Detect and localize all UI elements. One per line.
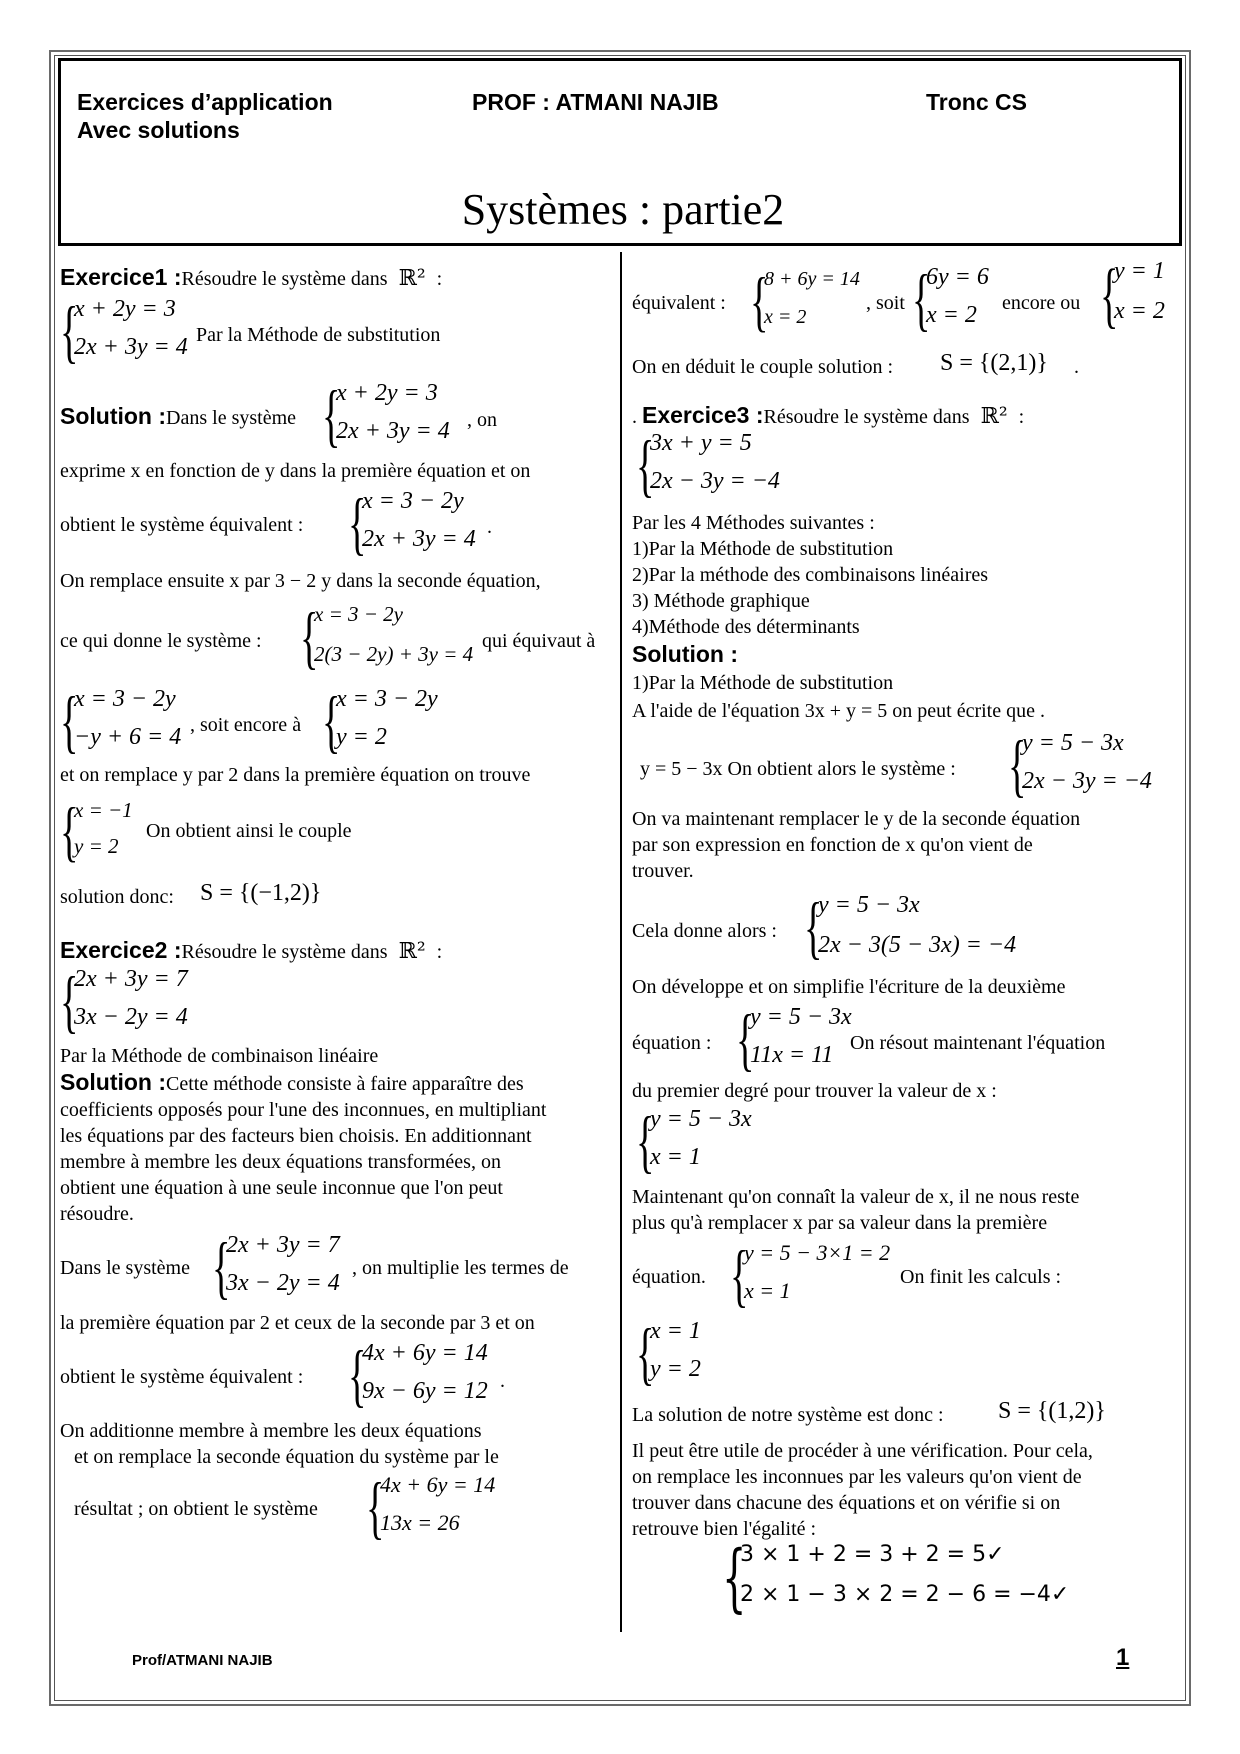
- ex1-eq5-line1: x = −1: [74, 798, 133, 822]
- ex2-p6: et on remplace la seconde équation du système par le: [74, 1446, 499, 1468]
- ex1-sol-sys-line2: 2x + 3y = 4: [336, 418, 450, 444]
- ex2-eq2: [348, 1335, 498, 1414]
- ex2-eq1: [212, 1227, 352, 1306]
- brace-icon: {: [60, 681, 79, 760]
- ex2-intro: Résoudre le système dans: [181, 941, 388, 963]
- ex3-eq3-line2: 11x = 11: [750, 1042, 834, 1068]
- brace-icon: {: [348, 1335, 367, 1414]
- ex2-eq5-line2: x = 2: [926, 302, 977, 328]
- brace-icon: {: [636, 1313, 655, 1392]
- ex2-sys-line2: 3x − 2y = 4: [74, 1004, 188, 1030]
- brace-icon: {: [750, 263, 769, 339]
- ex3-s11: du premier degré pour trouver la valeur de x :: [632, 1080, 997, 1102]
- ex1-p6: , soit encore à: [190, 714, 302, 736]
- ex1-method: Par la Méthode de substitution: [196, 324, 441, 346]
- ex2-eq4: [750, 263, 870, 339]
- ex3-s8: On développe et on simplifie l'écriture de la deuxième: [632, 976, 1066, 998]
- ex3-method4: 4)Méthode des déterminants: [632, 616, 860, 638]
- ex3-s3: y = 5 − 3x On obtient alors le système :: [640, 758, 956, 780]
- ex3-eq2-line1: y = 5 − 3x: [818, 892, 920, 918]
- brace-icon: {: [322, 375, 341, 454]
- ex3-value-paragraph: [632, 1184, 1192, 1236]
- ex3-methods: [632, 510, 1192, 640]
- ex1-sol-intro: Dans le système: [166, 407, 297, 429]
- ex1-eq3: [60, 681, 190, 760]
- ex2-eq3-line1: 4x + 6y = 14: [380, 1472, 496, 1497]
- header-left-line2: Avec solutions: [77, 117, 240, 143]
- header-level: Tronc CS: [926, 89, 1027, 115]
- ex3-eq6-line2: y = 2: [650, 1356, 701, 1382]
- ex3-s6: trouver.: [632, 860, 694, 882]
- brace-icon: {: [730, 1235, 749, 1314]
- ex2-sol-line6: résoudre.: [60, 1203, 134, 1225]
- ex1-on: , on: [467, 409, 497, 431]
- header-author: PROF : ATMANI NAJIB: [472, 89, 719, 115]
- ex3-system: [636, 425, 780, 504]
- ex3-check-line1: 3 × 1 + 2 = 3 + 2 = 5✓: [740, 1542, 1005, 1567]
- ex2-eq4-line1: 8 + 6y = 14: [764, 268, 860, 290]
- brace-icon: {: [300, 597, 319, 676]
- column-divider: [620, 252, 622, 1632]
- ex1-p8: On obtient ainsi le couple: [146, 820, 352, 842]
- ex3-eq2: [804, 887, 1017, 966]
- ex1-r2: ℝ²: [398, 266, 426, 291]
- ex1-eq3-line2: −y + 6 = 4: [74, 724, 182, 750]
- ex3-eq5: [730, 1235, 910, 1314]
- ex2-sol-line5: obtient une équation à une seule inconnue que l'on peut: [60, 1177, 503, 1199]
- brace-icon: {: [636, 425, 655, 504]
- ex2-eq4-line2: x = 2: [764, 306, 807, 328]
- ex3-s15: On finit les calculs :: [900, 1266, 1062, 1288]
- ex3-s9: équation :: [632, 1032, 712, 1054]
- ex3-eq2-line2: 2x − 3(5 − 3x) = −4: [818, 932, 1017, 958]
- brace-icon: {: [60, 291, 79, 370]
- ex2-p9: , soit: [866, 292, 905, 314]
- ex3-r2: ℝ²: [980, 404, 1008, 429]
- header-box: [58, 58, 1182, 246]
- ex1-sys-line1: x + 2y = 3: [74, 296, 176, 322]
- ex2-eq6-line2: x = 2: [1114, 298, 1165, 324]
- ex1-heading: [60, 264, 442, 292]
- ex3-solution: S = {(1,2)}: [998, 1398, 1106, 1424]
- ex2-p3: la première équation par 2 et ceux de la seconde par 3 et on: [60, 1312, 535, 1334]
- ex3-eq5-line1: y = 5 − 3×1 = 2: [744, 1240, 891, 1265]
- ex1-eq4: [322, 681, 452, 760]
- ex1-eq1-line1: x = 3 − 2y: [362, 488, 464, 514]
- brace-icon: {: [636, 1101, 655, 1180]
- ex3-heading: [632, 402, 1024, 430]
- ex1-sol-sys-line1: x + 2y = 3: [336, 380, 438, 406]
- ex3-s5: par son expression en fonction de x qu'on vient de: [632, 834, 1033, 856]
- ex3-s18: on remplace les inconnues par les valeurs qu'on vient de: [632, 1466, 1082, 1488]
- ex2-solution-label: Solution :: [60, 1069, 167, 1095]
- ex3-verify-paragraph: [632, 1438, 1192, 1542]
- ex2-solution: S = {(2,1)}: [940, 350, 1048, 376]
- ex3-sys-line2: 2x − 3y = −4: [650, 468, 780, 494]
- brace-icon: {: [736, 999, 755, 1078]
- ex3-s1: 1)Par la Méthode de substitution: [632, 672, 894, 694]
- ex1-system: [60, 291, 190, 370]
- ex1-solution-label: Solution :: [60, 403, 167, 429]
- ex3-s14: équation.: [632, 1266, 706, 1288]
- ex2-p10: encore ou: [1002, 292, 1081, 314]
- ex3-check: [722, 1536, 1070, 1622]
- ex2-eq1-line2: 3x − 2y = 4: [226, 1270, 340, 1296]
- ex2-sol-line2: coefficients opposés pour l'une des inconnues, en multipliant: [60, 1099, 547, 1121]
- ex1-eq2: [300, 597, 480, 676]
- ex3-s20: retrouve bien l'égalité :: [632, 1518, 817, 1540]
- ex3-intro: Résoudre le système dans: [763, 406, 970, 428]
- ex2-sol-line4: membre à membre les deux équations transformées, on: [60, 1151, 501, 1173]
- ex2-method: Par la Méthode de combinaison linéaire: [60, 1045, 379, 1067]
- ex1-p2: obtient le système équivalent :: [60, 514, 304, 536]
- ex1-colon: :: [436, 268, 443, 290]
- ex3-check-line2: 2 × 1 − 3 × 2 = 2 − 6 = −4✓: [740, 1582, 1070, 1607]
- brace-icon: {: [212, 1227, 231, 1306]
- ex2-p4: obtient le système équivalent :: [60, 1366, 304, 1388]
- ex3-s17: Il peut être utile de procéder à une vérification. Pour cela,: [632, 1440, 1093, 1462]
- brace-icon: {: [322, 681, 341, 760]
- ex3-sys-line1: 3x + y = 5: [650, 430, 752, 456]
- brace-icon: {: [366, 1467, 385, 1546]
- ex3-eq6-line1: x = 1: [650, 1318, 701, 1344]
- ex3-eq4-line1: y = 5 − 3x: [650, 1106, 752, 1132]
- brace-icon: {: [60, 961, 79, 1040]
- ex3-eq1-line2: 2x − 3y = −4: [1022, 768, 1152, 794]
- footer-author: Prof/ATMANI NAJIB: [132, 1652, 273, 1669]
- page-number: 1: [1116, 1644, 1130, 1671]
- ex1-eq4-line2: y = 2: [336, 724, 387, 750]
- ex1-p9: solution donc:: [60, 886, 174, 908]
- ex2-p7: résultat ; on obtient le système: [74, 1498, 318, 1520]
- ex3-solution-label: Solution :: [632, 641, 739, 667]
- ex3-eq1: [1008, 725, 1158, 804]
- ex3-eq3: [736, 999, 866, 1078]
- ex3-replace-paragraph: [632, 806, 1192, 884]
- ex3-method2: 2)Par la méthode des combinaisons linéaires: [632, 564, 989, 586]
- ex2-colon: :: [436, 941, 443, 963]
- ex1-eq4-line1: x = 3 − 2y: [336, 686, 438, 712]
- ex3-method1: 1)Par la Méthode de substitution: [632, 538, 894, 560]
- ex2-eq3-line2: 13x = 26: [380, 1510, 460, 1535]
- ex3-eq5-line2: x = 1: [744, 1278, 791, 1303]
- ex3-s10: On résout maintenant l'équation: [850, 1032, 1106, 1054]
- ex3-method3: 3) Méthode graphique: [632, 590, 810, 612]
- ex1-eq5: [60, 793, 140, 869]
- ex3-s12: Maintenant qu'on connaît la valeur de x, il ne nous reste: [632, 1186, 1080, 1208]
- ex2-sys-line1: 2x + 3y = 7: [74, 966, 188, 992]
- ex3-s19: trouver dans chacune des équations et on vérifie si on: [632, 1492, 1061, 1514]
- ex1-p4: ce qui donne le système :: [60, 630, 262, 652]
- ex2-eq2-line2: 9x − 6y = 12: [362, 1378, 488, 1404]
- ex3-eq3-line1: y = 5 − 3x: [750, 1004, 852, 1030]
- ex1-label: Exercice1 :: [60, 264, 182, 290]
- header-left-line1: Exercices d’application: [77, 89, 333, 115]
- brace-icon: {: [722, 1536, 747, 1622]
- ex2-eq5: [912, 259, 1002, 338]
- ex2-heading: [60, 937, 442, 965]
- ex2-eq6-line1: y = 1: [1114, 258, 1165, 284]
- ex3-eq6: [636, 1313, 716, 1392]
- ex2-eq6: [1100, 253, 1180, 338]
- ex2-p11: On en déduit le couple solution :: [632, 356, 894, 378]
- ex1-p1: exprime x en fonction de y dans la première équation et on: [60, 460, 531, 482]
- ex2-solution-paragraph: [60, 1069, 620, 1227]
- ex1-eq2-line1: x = 3 − 2y: [314, 602, 403, 626]
- ex1-p3: On remplace ensuite x par 3 − 2 y dans la seconde équation,: [60, 570, 541, 592]
- ex2-system: [60, 961, 190, 1040]
- ex1-sol-system: [322, 375, 462, 454]
- ex3-s16: La solution de notre système est donc :: [632, 1404, 944, 1426]
- brace-icon: {: [60, 793, 79, 869]
- brace-icon: {: [348, 483, 367, 562]
- ex1-eq5-line2: y = 2: [74, 834, 119, 858]
- ex2-eq3: [366, 1467, 516, 1546]
- brace-icon: {: [912, 259, 931, 338]
- brace-icon: {: [804, 887, 823, 966]
- brace-icon: {: [1008, 725, 1027, 804]
- ex2-eq2-line1: 4x + 6y = 14: [362, 1340, 488, 1366]
- ex3-eq4: [636, 1101, 766, 1180]
- ex2-p2: , on multiplie les termes de: [352, 1257, 569, 1279]
- ex3-s2: A l'aide de l'équation 3x + y = 5 on peut écrite que .: [632, 700, 1045, 722]
- ex3-prefix: .: [632, 406, 637, 428]
- ex3-colon: :: [1018, 406, 1025, 428]
- ex2-p1: Dans le système: [60, 1257, 190, 1279]
- ex3-eq4-line2: x = 1: [650, 1144, 701, 1170]
- ex2-sol-line1: Cette méthode consiste à faire apparaître des: [166, 1073, 524, 1095]
- ex1-eq2-line2: 2(3 − 2y) + 3y = 4: [314, 642, 474, 666]
- ex3-s13: plus qu'à remplacer x par sa valeur dans la première: [632, 1212, 1048, 1234]
- ex1-solution-label-line: [60, 403, 296, 431]
- ex1-p7: et on remplace y par 2 dans la première équation on trouve: [60, 764, 531, 786]
- ex1-p5: qui équivaut à: [482, 630, 596, 652]
- ex2-eq1-line1: 2x + 3y = 7: [226, 1232, 340, 1258]
- ex3-eq1-line1: y = 5 − 3x: [1022, 730, 1124, 756]
- ex2-p8: équivalent :: [632, 292, 726, 314]
- ex1-intro: Résoudre le système dans: [181, 268, 388, 290]
- ex1-sys-line2: 2x + 3y = 4: [74, 334, 188, 360]
- ex3-s7: Cela donne alors :: [632, 920, 777, 942]
- brace-icon: {: [1100, 253, 1119, 336]
- ex1-eq1: [348, 483, 488, 562]
- ex3-methods-intro: Par les 4 Méthodes suivantes :: [632, 512, 875, 534]
- ex2-p5: On additionne membre à membre les deux équations: [60, 1420, 482, 1442]
- ex2-dot: .: [500, 1370, 505, 1392]
- ex2-end: .: [1074, 356, 1079, 378]
- ex1-solution: S = {(−1,2)}: [200, 880, 322, 906]
- ex2-eq5-line1: 6y = 6: [926, 264, 989, 290]
- ex3-label: Exercice3 :: [642, 402, 764, 428]
- ex2-label: Exercice2 :: [60, 937, 182, 963]
- ex2-r2: ℝ²: [398, 939, 426, 964]
- ex3-s4: On va maintenant remplacer le y de la seconde équation: [632, 808, 1081, 830]
- page-title: Systèmes : partie2: [461, 185, 785, 234]
- ex1-eq1-line2: 2x + 3y = 4: [362, 526, 476, 552]
- ex2-sol-line3: les équations par des facteurs bien choisis. En additionnant: [60, 1125, 532, 1147]
- ex1-eq3-line1: x = 3 − 2y: [74, 686, 176, 712]
- ex1-dot: .: [487, 516, 492, 538]
